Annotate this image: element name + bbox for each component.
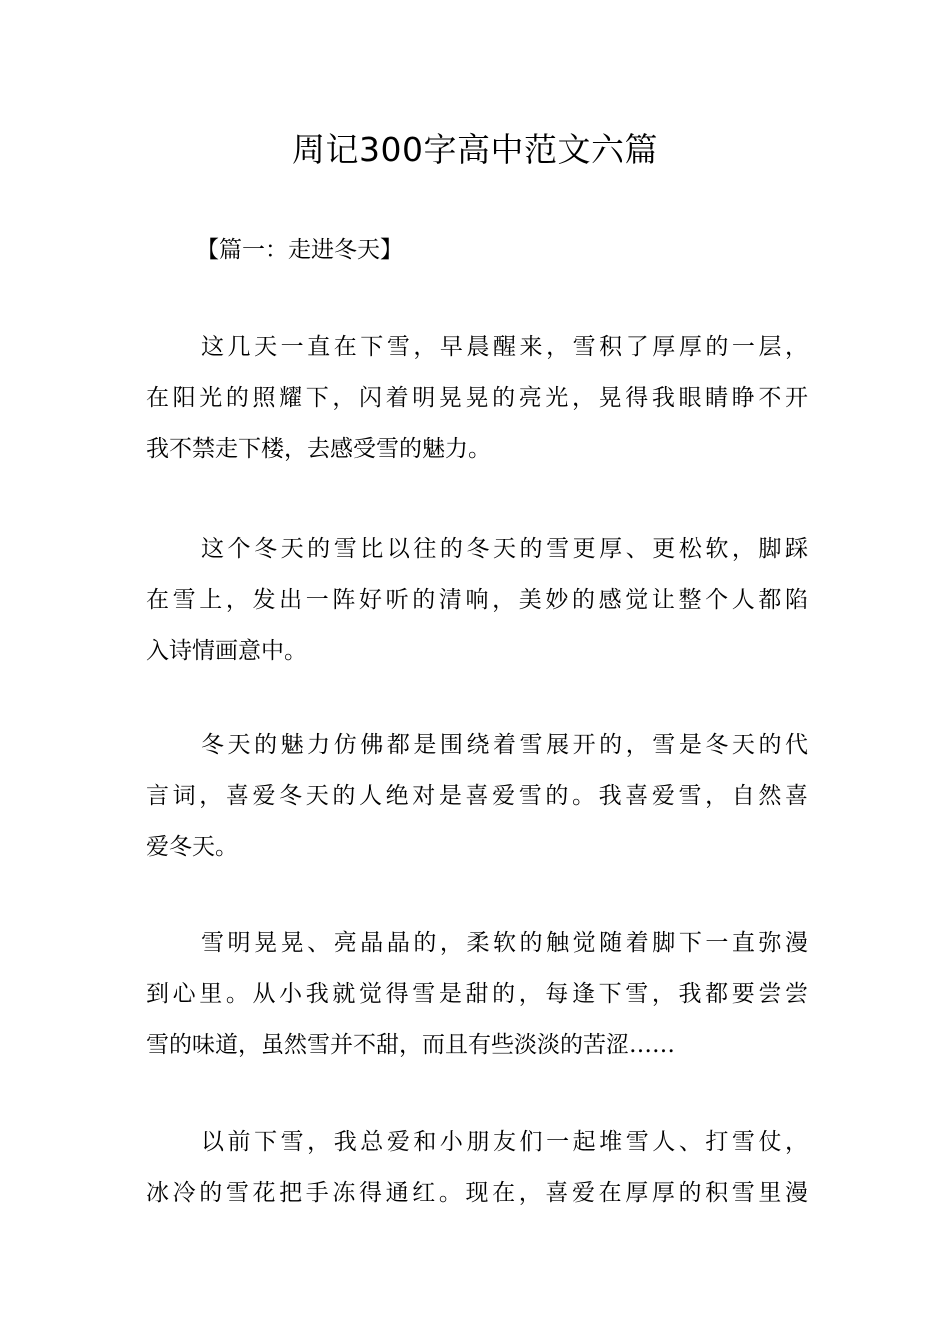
paragraph-line: 在阳光的照耀下，闪着明晃晃的亮光，晃得我眼睛睁不开 (146, 385, 808, 411)
paragraph-line: 冬天的魅力仿佛都是围绕着雪展开的，雪是冬天的代 (201, 732, 808, 758)
paragraph-line: 冰冷的雪花把手冻得通红。现在，喜爱在厚厚的积雪里漫 (146, 1180, 808, 1206)
paragraph-1 (146, 322, 808, 475)
paragraph-line: 这个冬天的雪比以往的冬天的雪更厚、更松软，脚踩 (201, 536, 808, 562)
paragraph-3 (146, 720, 808, 873)
paragraph-line: 入诗情画意中。 (146, 638, 307, 664)
paragraph-line: 到心里。从小我就觉得雪是甜的，每逢下雪，我都要尝尝 (146, 981, 808, 1007)
paragraph-line: 我不禁走下楼，去感受雪的魅力。 (146, 436, 491, 462)
section-heading: 【篇一：走进冬天】 (196, 237, 403, 263)
paragraph-2 (146, 524, 808, 677)
paragraph-line: 言词，喜爱冬天的人绝对是喜爱雪的。我喜爱雪，自然喜 (146, 783, 808, 809)
paragraph-4 (146, 918, 808, 1071)
paragraph-line: 爱冬天。 (146, 834, 238, 860)
document-title: 周记300字高中范文六篇 (292, 130, 658, 169)
paragraph-line: 雪的味道，虽然雪并不甜，而且有些淡淡的苦涩…… (146, 1032, 675, 1058)
paragraph-line: 这几天一直在下雪，早晨醒来，雪积了厚厚的一层， (201, 334, 808, 360)
paragraph-5 (146, 1117, 808, 1219)
paragraph-line: 在雪上，发出一阵好听的清响，美妙的感觉让整个人都陷 (146, 587, 808, 613)
paragraph-line: 雪明晃晃、亮晶晶的，柔软的触觉随着脚下一直弥漫 (201, 930, 808, 956)
paragraph-line: 以前下雪，我总爱和小朋友们一起堆雪人、打雪仗， (201, 1129, 808, 1155)
